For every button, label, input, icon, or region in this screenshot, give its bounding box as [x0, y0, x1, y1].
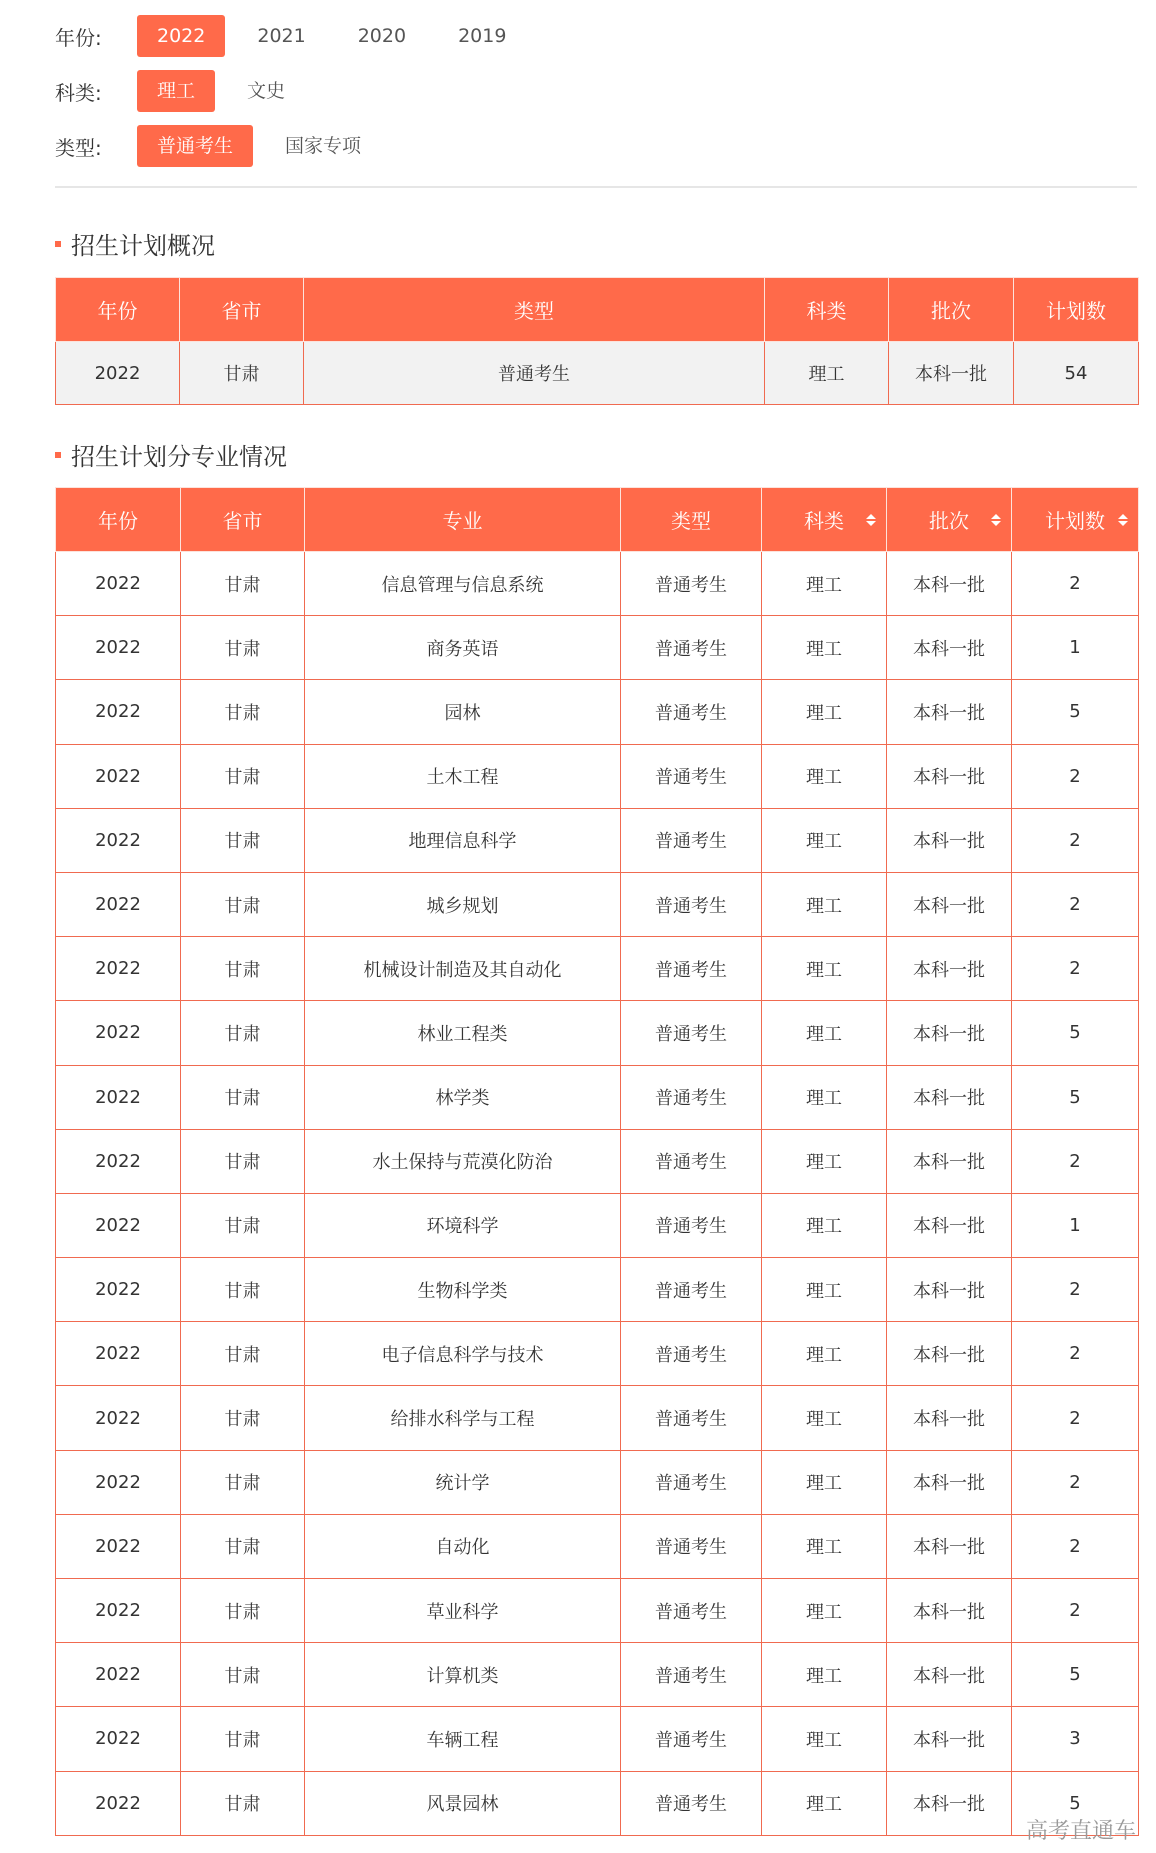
subject-filter: [55, 69, 1135, 113]
table-cell: 草业科学: [305, 1579, 621, 1643]
table-cell: 林业工程类: [305, 1001, 621, 1065]
table-cell: 普通考生: [621, 1579, 762, 1643]
sort-icon[interactable]: [991, 514, 1001, 526]
detail-header-1: [181, 488, 305, 552]
sort-icon[interactable]: [866, 514, 876, 526]
table-cell: 普通考生: [621, 872, 762, 936]
year-filter: [55, 14, 1135, 58]
table-cell: 2: [1012, 552, 1139, 616]
table-cell: 理工: [762, 937, 887, 1001]
table-row: [56, 1386, 1139, 1450]
table-cell: 理工: [762, 1258, 887, 1322]
detail-header-4[interactable]: [762, 488, 887, 552]
table-cell: 2: [1012, 937, 1139, 1001]
table-cell: 2022: [56, 872, 181, 936]
year-option-2019[interactable]: 2019: [458, 25, 507, 47]
table-cell: 5: [1012, 1001, 1139, 1065]
table-cell: 3: [1012, 1707, 1139, 1771]
detail-header-label: 类型: [671, 509, 711, 533]
detail-header-label: 科类: [804, 509, 844, 533]
detail-section-title: [55, 437, 287, 472]
table-cell: 本科一批: [887, 1322, 1012, 1386]
table-cell: 5: [1012, 1065, 1139, 1129]
table-cell: 理工: [762, 1643, 887, 1707]
table-cell: 理工: [762, 1386, 887, 1450]
table-cell: 甘肃: [181, 1193, 305, 1257]
table-cell: 2022: [56, 680, 181, 744]
subject-option-arts[interactable]: 文史: [247, 80, 286, 102]
table-cell: 2022: [56, 1129, 181, 1193]
table-cell: 甘肃: [181, 937, 305, 1001]
table-row: [56, 1707, 1139, 1771]
overview-table: [55, 277, 1139, 405]
table-cell: 甘肃: [181, 1771, 305, 1835]
table-cell: 普通考生: [621, 1322, 762, 1386]
table-cell: 本科一批: [887, 1450, 1012, 1514]
table-cell: 甘肃: [181, 744, 305, 808]
table-cell: 本科一批: [887, 1386, 1012, 1450]
table-row: [56, 1514, 1139, 1578]
table-cell: 2022: [56, 616, 181, 680]
table-cell: 2022: [56, 1258, 181, 1322]
table-cell: 甘肃: [181, 552, 305, 616]
table-cell: 理工: [762, 1065, 887, 1129]
table-cell: 普通考生: [621, 1193, 762, 1257]
table-cell: 本科一批: [887, 1514, 1012, 1578]
type-option-national[interactable]: 国家专项: [285, 135, 362, 157]
table-cell: 54: [1014, 342, 1139, 405]
detail-header-label: 专业: [442, 509, 483, 533]
table-cell: 2022: [56, 808, 181, 872]
detail-table: [55, 487, 1139, 1836]
table-cell: 2: [1012, 744, 1139, 808]
table-cell: 甘肃: [181, 1579, 305, 1643]
table-cell: 普通考生: [621, 1001, 762, 1065]
table-cell: 普通考生: [621, 1129, 762, 1193]
table-cell: 理工: [762, 1514, 887, 1578]
table-cell: 车辆工程: [305, 1707, 621, 1771]
overview-header-label: 类型: [514, 299, 554, 323]
table-cell: 2022: [56, 937, 181, 1001]
table-row: [56, 552, 1139, 616]
table-cell: 普通考生: [621, 1771, 762, 1835]
table-cell: 甘肃: [181, 1258, 305, 1322]
section-marker: [55, 452, 61, 458]
table-row: [56, 1579, 1139, 1643]
detail-header-3: [621, 488, 762, 552]
table-cell: 理工: [762, 808, 887, 872]
table-cell: 甘肃: [181, 1643, 305, 1707]
table-cell: 本科一批: [887, 1193, 1012, 1257]
type-filter-label: 类型:: [55, 135, 102, 160]
table-cell: 甘肃: [181, 808, 305, 872]
table-cell: 甘肃: [181, 1707, 305, 1771]
overview-header-label: 批次: [931, 299, 971, 323]
table-cell: 2022: [56, 1643, 181, 1707]
table-cell: 理工: [765, 342, 889, 405]
table-cell: 2: [1012, 1579, 1139, 1643]
table-cell: 甘肃: [181, 1065, 305, 1129]
year-option-2021[interactable]: 2021: [257, 25, 306, 47]
table-cell: 普通考生: [304, 342, 765, 405]
table-cell: 理工: [762, 1193, 887, 1257]
overview-header-label: 年份: [97, 299, 138, 323]
table-cell: 理工: [762, 872, 887, 936]
table-cell: 5: [1012, 680, 1139, 744]
overview-header-label: 计划数: [1046, 299, 1106, 323]
type-filter: [55, 124, 1135, 168]
overview-header-4: [889, 278, 1014, 342]
year-option-2020[interactable]: 2020: [357, 25, 407, 47]
overview-header-0: [56, 278, 180, 342]
table-row: [56, 1001, 1139, 1065]
table-cell: 普通考生: [621, 808, 762, 872]
table-cell: 普通考生: [621, 937, 762, 1001]
table-cell: 理工: [762, 1707, 887, 1771]
sort-icon[interactable]: [1118, 514, 1128, 526]
table-cell: 土木工程: [305, 744, 621, 808]
table-cell: 2022: [56, 1065, 181, 1129]
table-row: [56, 1643, 1139, 1707]
table-cell: 2022: [56, 1193, 181, 1257]
overview-header-label: 省市: [221, 299, 262, 323]
detail-header-2: [305, 488, 621, 552]
table-cell: 2022: [56, 1322, 181, 1386]
table-cell: 本科一批: [887, 1579, 1012, 1643]
table-cell: 2022: [56, 1450, 181, 1514]
table-cell: 理工: [762, 1322, 887, 1386]
table-cell: 本科一批: [887, 1129, 1012, 1193]
table-cell: 理工: [762, 616, 887, 680]
table-cell: 本科一批: [887, 808, 1012, 872]
table-cell: 自动化: [305, 1514, 621, 1578]
overview-header-3: [765, 278, 889, 342]
table-cell: 甘肃: [181, 616, 305, 680]
table-cell: 本科一批: [887, 872, 1012, 936]
table-cell: 普通考生: [621, 1258, 762, 1322]
table-cell: 机械设计制造及其自动化: [305, 937, 621, 1001]
table-cell: 水土保持与荒漠化防治: [305, 1129, 621, 1193]
table-cell: 2022: [56, 1001, 181, 1065]
table-row: [56, 680, 1139, 744]
table-cell: 2022: [56, 1771, 181, 1835]
filter-panel: [55, 14, 1135, 179]
table-cell: 环境科学: [305, 1193, 621, 1257]
table-cell: 甘肃: [181, 1129, 305, 1193]
table-cell: 普通考生: [621, 1707, 762, 1771]
table-cell: 生物科学类: [305, 1258, 621, 1322]
overview-header-label: 科类: [806, 299, 847, 323]
table-cell: 2022: [56, 1386, 181, 1450]
table-cell: 本科一批: [887, 937, 1012, 1001]
table-cell: 2022: [56, 744, 181, 808]
table-row: [56, 744, 1139, 808]
table-cell: 信息管理与信息系统: [305, 552, 621, 616]
table-cell: 本科一批: [887, 552, 1012, 616]
detail-header-label: 批次: [929, 509, 969, 533]
detail-header-label: 年份: [98, 509, 138, 533]
table-cell: 城乡规划: [305, 872, 621, 936]
table-cell: 2: [1012, 1450, 1139, 1514]
table-cell: 统计学: [305, 1450, 621, 1514]
table-cell: 普通考生: [621, 1065, 762, 1129]
subject-filter-label: 科类:: [55, 80, 102, 105]
table-cell: 甘肃: [181, 1450, 305, 1514]
table-cell: 地理信息科学: [305, 808, 621, 872]
table-row: [56, 1322, 1139, 1386]
table-cell: 2: [1012, 1386, 1139, 1450]
table-cell: 甘肃: [181, 872, 305, 936]
overview-header-2: [304, 278, 765, 342]
table-cell: 甘肃: [181, 1001, 305, 1065]
table-cell: 普通考生: [621, 744, 762, 808]
table-cell: 普通考生: [621, 680, 762, 744]
table-cell: 本科一批: [887, 1258, 1012, 1322]
overview-section-title: [55, 226, 215, 261]
table-cell: 本科一批: [887, 680, 1012, 744]
table-cell: 理工: [762, 1579, 887, 1643]
detail-header-5[interactable]: [887, 488, 1012, 552]
table-cell: 普通考生: [621, 616, 762, 680]
year-filter-label: 年份:: [55, 25, 102, 50]
table-row: [56, 1450, 1139, 1514]
detail-header-label: 省市: [222, 509, 263, 533]
table-cell: 理工: [762, 552, 887, 616]
table-row: [56, 616, 1139, 680]
table-cell: 园林: [305, 680, 621, 744]
detail-header-label: 计划数: [1045, 509, 1105, 533]
table-cell: 本科一批: [887, 616, 1012, 680]
table-cell: 本科一批: [887, 1001, 1012, 1065]
table-cell: 2022: [56, 1579, 181, 1643]
table-row: [56, 1193, 1139, 1257]
table-cell: 风景园林: [305, 1771, 621, 1835]
section-marker: [55, 241, 61, 247]
table-row: [56, 342, 1139, 405]
overview-header-5: [1014, 278, 1139, 342]
year-option-2022[interactable]: 2022: [137, 15, 225, 57]
table-cell: 2: [1012, 808, 1139, 872]
table-cell: 理工: [762, 1129, 887, 1193]
subject-option-science[interactable]: 理工: [137, 70, 215, 112]
table-cell: 甘肃: [181, 1386, 305, 1450]
table-cell: 理工: [762, 744, 887, 808]
table-row: [56, 1771, 1139, 1835]
table-cell: 甘肃: [181, 1514, 305, 1578]
table-cell: 1: [1012, 1193, 1139, 1257]
table-cell: 普通考生: [621, 1386, 762, 1450]
table-row: [56, 1258, 1139, 1322]
table-cell: 林学类: [305, 1065, 621, 1129]
overview-title-text: 招生计划概况: [71, 232, 215, 260]
table-cell: 2022: [56, 1707, 181, 1771]
table-cell: 2022: [56, 552, 181, 616]
table-cell: 电子信息科学与技术: [305, 1322, 621, 1386]
table-cell: 本科一批: [887, 1707, 1012, 1771]
detail-header-6[interactable]: [1012, 488, 1139, 552]
table-cell: 本科一批: [887, 1771, 1012, 1835]
table-cell: 理工: [762, 1450, 887, 1514]
table-cell: 2022: [56, 1514, 181, 1578]
table-cell: 理工: [762, 1771, 887, 1835]
table-cell: 理工: [762, 1001, 887, 1065]
table-cell: 本科一批: [887, 1065, 1012, 1129]
table-cell: 给排水科学与工程: [305, 1386, 621, 1450]
table-cell: 理工: [762, 680, 887, 744]
table-cell: 普通考生: [621, 1450, 762, 1514]
table-cell: 商务英语: [305, 616, 621, 680]
table-cell: 甘肃: [181, 1322, 305, 1386]
type-option-regular[interactable]: 普通考生: [137, 125, 253, 167]
table-cell: 2: [1012, 872, 1139, 936]
table-cell: 本科一批: [887, 1643, 1012, 1707]
detail-header-0: [56, 488, 181, 552]
table-cell: 5: [1012, 1771, 1139, 1835]
table-cell: 本科一批: [887, 744, 1012, 808]
detail-title-text: 招生计划分专业情况: [71, 443, 287, 471]
table-row: [56, 937, 1139, 1001]
table-cell: 2: [1012, 1129, 1139, 1193]
table-cell: 本科一批: [889, 342, 1014, 405]
overview-header-1: [180, 278, 304, 342]
table-cell: 甘肃: [180, 342, 304, 405]
table-row: [56, 1129, 1139, 1193]
table-row: [56, 808, 1139, 872]
table-cell: 2: [1012, 1514, 1139, 1578]
table-row: [56, 1065, 1139, 1129]
filter-divider: [55, 186, 1137, 188]
table-cell: 2: [1012, 1322, 1139, 1386]
table-cell: 普通考生: [621, 552, 762, 616]
table-cell: 2: [1012, 1258, 1139, 1322]
table-cell: 普通考生: [621, 1514, 762, 1578]
table-cell: 计算机类: [305, 1643, 621, 1707]
watermark: 高考直通车: [1025, 1819, 1136, 1844]
table-row: [56, 872, 1139, 936]
table-cell: 1: [1012, 616, 1139, 680]
table-cell: 5: [1012, 1643, 1139, 1707]
table-cell: 普通考生: [621, 1643, 762, 1707]
table-cell: 甘肃: [181, 680, 305, 744]
table-cell: 2022: [56, 342, 180, 405]
